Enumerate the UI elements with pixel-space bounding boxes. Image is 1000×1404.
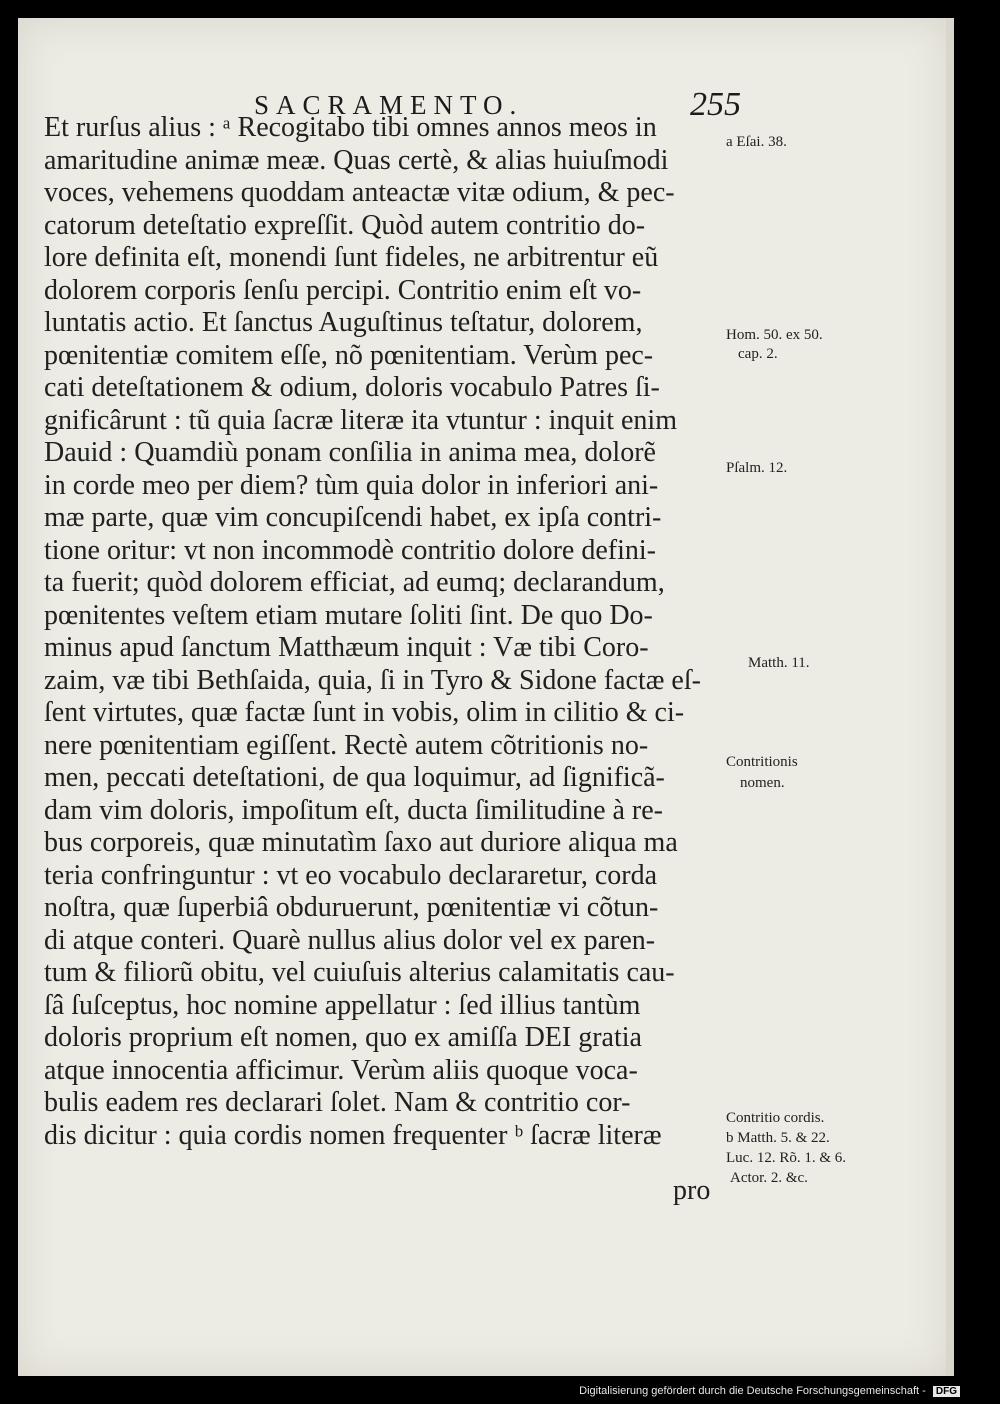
catchword: pro — [673, 1175, 711, 1206]
margin-note: Hom. 50. ex 50. — [726, 327, 823, 343]
text-line: dis dicitur : quia cordis nomen frequenter ᵇ ſacræ literæ — [44, 1119, 662, 1151]
margin-note: Actor. 2. &c. — [730, 1170, 808, 1186]
text-line: zaim, væ tibi Bethſaida, quia, ſi in Tyro & Sidone factæ eſ- — [44, 664, 701, 696]
text-line: men, peccati deteſtationi, de qua loquimur, ad ſignificã- — [44, 762, 665, 793]
running-head: SACRAMENTO. — [254, 90, 524, 120]
dfg-logo: DFG — [933, 1386, 960, 1397]
text-line: dam vim doloris, impoſitum eſt, ducta ſimilitudine à re- — [44, 794, 664, 826]
text-line: bus corporeis, quæ minutatìm ſaxo aut duriore aliqua ma — [44, 827, 678, 858]
text-line: pœnitentes veſtem etiam mutare ſoliti ſint. De quo Do- — [44, 599, 653, 631]
text-line: voces, vehemens quoddam anteactæ vitæ odium, & pec- — [44, 177, 675, 208]
book-page — [18, 18, 948, 1376]
margin-note: a Eſai. 38. — [726, 134, 787, 150]
text-line: ſent virtutes, quæ factæ ſunt in vobis, olim in cilitio & ci- — [44, 697, 685, 728]
text-line: catorum deteſtatio expreſſit. Quòd autem contritio do- — [44, 209, 646, 241]
text-line: bulis eadem res declarari ſolet. Nam & contritio cor- — [44, 1087, 631, 1118]
text-line: nere pœnitentiam egiſſent. Rectè autem cõtritionis no- — [44, 729, 649, 761]
text-line: gnificârunt : tũ quia ſacræ literæ ita vtuntur : inquit enim — [44, 404, 677, 436]
main-text — [44, 112, 734, 1152]
text-line: doloris proprium eſt nomen, quo ex amiſſa DEI gratia — [44, 1022, 642, 1053]
page-number: 255 — [690, 86, 741, 123]
text-line: mæ parte, quæ vim concupiſcendi habet, ex ipſa contri- — [44, 502, 662, 533]
text-line: noſtra, quæ ſuperbiâ obduruerunt, pœnitentiæ vi cõtun- — [44, 892, 659, 923]
text-line: lore definita eſt, monendi ſunt fideles, ne arbitrentur eũ — [44, 242, 659, 273]
margin-note: Matth. 11. — [748, 655, 810, 671]
margin-note: cap. 2. — [738, 346, 778, 362]
credit-text: Digitalisierung gefördert durch die Deutsche Forschungsgemeinschaft - — [579, 1385, 926, 1397]
text-line: pœnitentiæ comitem eſſe, nõ pœnitentiam. Verùm pec- — [44, 339, 654, 371]
text-line: cati deteſtationem & odium, doloris vocabulo Patres ſi- — [44, 372, 660, 403]
margin-note: nomen. — [740, 775, 785, 791]
text-line: tione oritur: vt non incommodè contritio dolore defini- — [44, 534, 656, 566]
text-line: ſâ ſuſceptus, hoc nomine appellatur : ſed illius tantùm — [44, 989, 641, 1021]
text-line: amaritudine animæ meæ. Quas certè, & alias huiuſmodi — [44, 144, 669, 176]
margin-note: Luc. 12. Rõ. 1. & 6. — [726, 1150, 846, 1166]
text-line: Dauid : Quamdiù ponam conſilia in anima mea, dolorẽ — [44, 437, 656, 468]
text-line: luntatis actio. Et ſanctus Auguſtinus teſtatur, dolorem, — [44, 307, 643, 338]
text-line: di atque conteri. Quarè nullus alius dolor vel ex paren- — [44, 924, 656, 956]
digitization-credit — [579, 1385, 960, 1397]
text-line: ta fuerit; quòd dolorem efficiat, ad eumq; declarandum, — [44, 567, 665, 598]
text-line: tum & filiorũ obitu, vel cuiuſuis alterius calamitatis cau- — [44, 957, 675, 988]
margin-note: b Matth. 5. & 22. — [726, 1130, 830, 1146]
text-line: in corde meo per diem? tùm quia dolor in inferiori ani- — [44, 469, 659, 501]
margin-note: Contritionis — [726, 754, 798, 770]
margin-note: Pſalm. 12. — [726, 460, 788, 476]
margin-note: Contritio cordis. — [726, 1110, 825, 1126]
text-line: minus apud ſanctum Matthæum inquit : Væ tibi Coro- — [44, 632, 649, 663]
text-line: dolorem corporis ſenſu percipi. Contritio enim eſt vo- — [44, 274, 642, 306]
text-line: atque innocentia afficimur. Verùm aliis quoque voca- — [44, 1054, 638, 1086]
text-line: Et rurſus alius : ᵃ Recogitabo tibi omnes annos meos in — [44, 112, 657, 143]
text-line: teria confringuntur : vt eo vocabulo declararetur, corda — [44, 859, 658, 891]
